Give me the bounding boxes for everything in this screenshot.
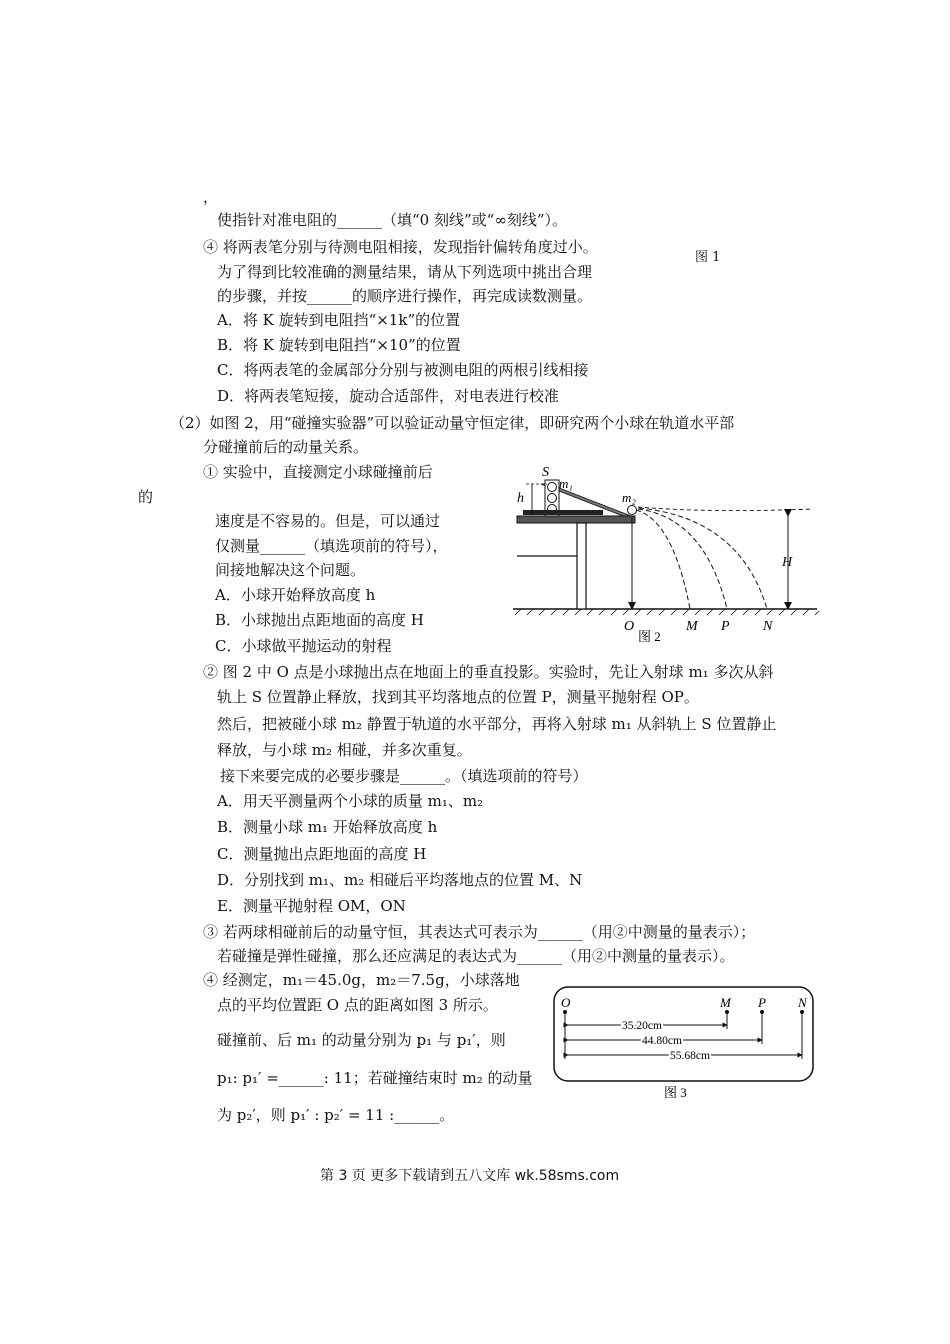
trajectory-P bbox=[638, 509, 727, 609]
q2-item4-line5: 为 p₂′，则 p₁′ : p₂′ = 11 :______。 bbox=[217, 1106, 455, 1124]
q1-item4-line2: 为了得到比较准确的测量结果，请从下列选项中挑出合理 bbox=[217, 263, 593, 281]
horizontal-track bbox=[523, 510, 603, 515]
q1-item4-line1: ④ 将两表笔分别与待测电阻相接，发现指针偏转角度过小。 bbox=[203, 238, 598, 256]
trajectory-M bbox=[636, 510, 690, 609]
q2-item2-line3: 然后，把被碰小球 m₂ 静置于轨道的水平部分，再将入射球 m₁ 从斜轨上 S 位置静止 bbox=[217, 715, 777, 733]
q2-item1-option-b: B．小球抛出点距地面的高度 H bbox=[215, 611, 424, 629]
q2-item1-de: 的 bbox=[138, 488, 154, 506]
q2-item4-line4: p₁: p₁′ =______: 11；若碰撞结束时 m₂ 的动量 bbox=[217, 1069, 533, 1087]
fig3-label-P: P bbox=[758, 995, 766, 1010]
fig2-label: 图 2 bbox=[638, 629, 661, 644]
ball-m1 bbox=[548, 483, 557, 492]
q1-option-a: A．将 K 旋转到电阻挡“×1k”的位置 bbox=[217, 311, 461, 329]
q2-item1-line2: 速度是不容易的。但是，可以通过 bbox=[215, 512, 441, 530]
label-P: P bbox=[721, 619, 730, 634]
q1-zero-line-text: 使指针对准电阻的______（填“0 刻线”或“∞刻线”）。 bbox=[217, 211, 567, 229]
trajectory-N bbox=[639, 508, 767, 609]
fig3-label-M: M bbox=[720, 995, 731, 1010]
q2-intro-line2: 分碰撞前后的动量关系。 bbox=[203, 438, 369, 456]
label-O: O bbox=[624, 619, 635, 634]
distance-ON: 55.68cm bbox=[670, 1050, 710, 1062]
label-S: S bbox=[542, 465, 549, 480]
q2-item2-line1: ② 图 2 中 O 点是小球抛出点在地面上的垂直投影。实验时，先让入射球 m₁ 多次从斜 bbox=[203, 663, 774, 681]
q1-option-b: B．将 K 旋转到电阻挡“×10”的位置 bbox=[217, 336, 461, 354]
fig3-label-O: O bbox=[561, 995, 571, 1010]
q2-item3-line2: 若碰撞是弹性碰撞，那么还应满足的表达式为______（用②中测量的量表示）。 bbox=[217, 947, 735, 965]
ball-m2 bbox=[628, 506, 637, 515]
distance-OM: 35.20cm bbox=[622, 1020, 662, 1032]
fig3-frame bbox=[554, 987, 813, 1081]
q2-item1-option-c: C．小球做平抛运动的射程 bbox=[215, 637, 392, 655]
q2-item2-line5: 接下来要完成的必要步骤是______。（填选项前的符号） bbox=[220, 767, 588, 785]
fig2-collision-apparatus bbox=[505, 460, 825, 650]
label-m1: m₁ bbox=[559, 476, 573, 491]
q2-item2-option-b: B．测量小球 m₁ 开始释放高度 h bbox=[217, 818, 438, 836]
q2-item2-option-c: C．测量抛出点距地面的高度 H bbox=[217, 845, 427, 863]
distance-OP: 44.80cm bbox=[642, 1035, 682, 1047]
table-top bbox=[517, 516, 635, 523]
label-N: N bbox=[763, 619, 773, 634]
fig3-label: 图 3 bbox=[664, 1085, 687, 1100]
fig1-label: 图 1 bbox=[695, 250, 721, 265]
ground-hatching bbox=[515, 609, 819, 615]
table-leg bbox=[577, 523, 586, 609]
label-M: M bbox=[686, 619, 698, 634]
q2-item2-option-d: D．分别找到 m₁、m₂ 相碰后平均落地点的位置 M、N bbox=[217, 871, 583, 889]
q2-item1-option-a: A．小球开始释放高度 h bbox=[215, 586, 376, 604]
q2-item3-line1: ③ 若两球相碰前后的动量守恒，其表达式可表示为______（用②中测量的量表示）； bbox=[203, 923, 756, 941]
q1-option-c: C．将两表笔的金属部分分别与被测电阻的两根引线相接 bbox=[217, 361, 589, 379]
q2-item2-option-e: E．测量平抛射程 OM，ON bbox=[217, 897, 406, 915]
stray-comma: ， bbox=[203, 188, 219, 206]
q2-item2-line2: 轨上 S 位置静止释放，找到其平均落地点的位置 P，测量平抛射程 OP。 bbox=[217, 688, 699, 706]
q2-item2-line4: 释放，与小球 m₂ 相碰，并多次重复。 bbox=[217, 741, 472, 759]
fig3-distance-diagram bbox=[552, 985, 817, 1105]
label-h: h bbox=[517, 491, 524, 506]
fig3-label-N: N bbox=[798, 995, 807, 1010]
q1-option-d: D．将两表笔短接，旋动合适部件，对电表进行校准 bbox=[217, 387, 560, 405]
q1-item4-line3: 的步骤，并按______的顺序进行操作，再完成读数测量。 bbox=[217, 287, 593, 305]
q2-item4-line2: 点的平均位置距 O 点的距离如图 3 所示。 bbox=[217, 996, 498, 1014]
q2-item1-line4: 间接地解决这个问题。 bbox=[215, 561, 366, 579]
q2-item2-option-a: A．用天平测量两个小球的质量 m₁、m₂ bbox=[217, 792, 484, 810]
label-m2: m₂ bbox=[622, 490, 636, 505]
q2-intro-line1: （2）如图 2，用“碰撞实验器”可以验证动量守恒定律，即研究两个小球在轨道水平部 bbox=[170, 414, 735, 432]
label-H: H bbox=[782, 555, 793, 570]
page-footer: 第 3 页 更多下载请到五八文库 wk.58sms.com bbox=[320, 1168, 620, 1184]
q2-item1-line1: ① 实验中，直接测定小球碰撞前后 bbox=[203, 463, 433, 481]
q2-item1-line3: 仅测量______（填选项前的符号）， bbox=[215, 537, 448, 555]
q2-item4-line1: ④ 经测定，m₁＝45.0g，m₂＝7.5g，小球落地 bbox=[203, 971, 520, 989]
q2-item4-line3: 碰撞前、后 m₁ 的动量分别为 p₁ 与 p₁′，则 bbox=[217, 1031, 506, 1049]
